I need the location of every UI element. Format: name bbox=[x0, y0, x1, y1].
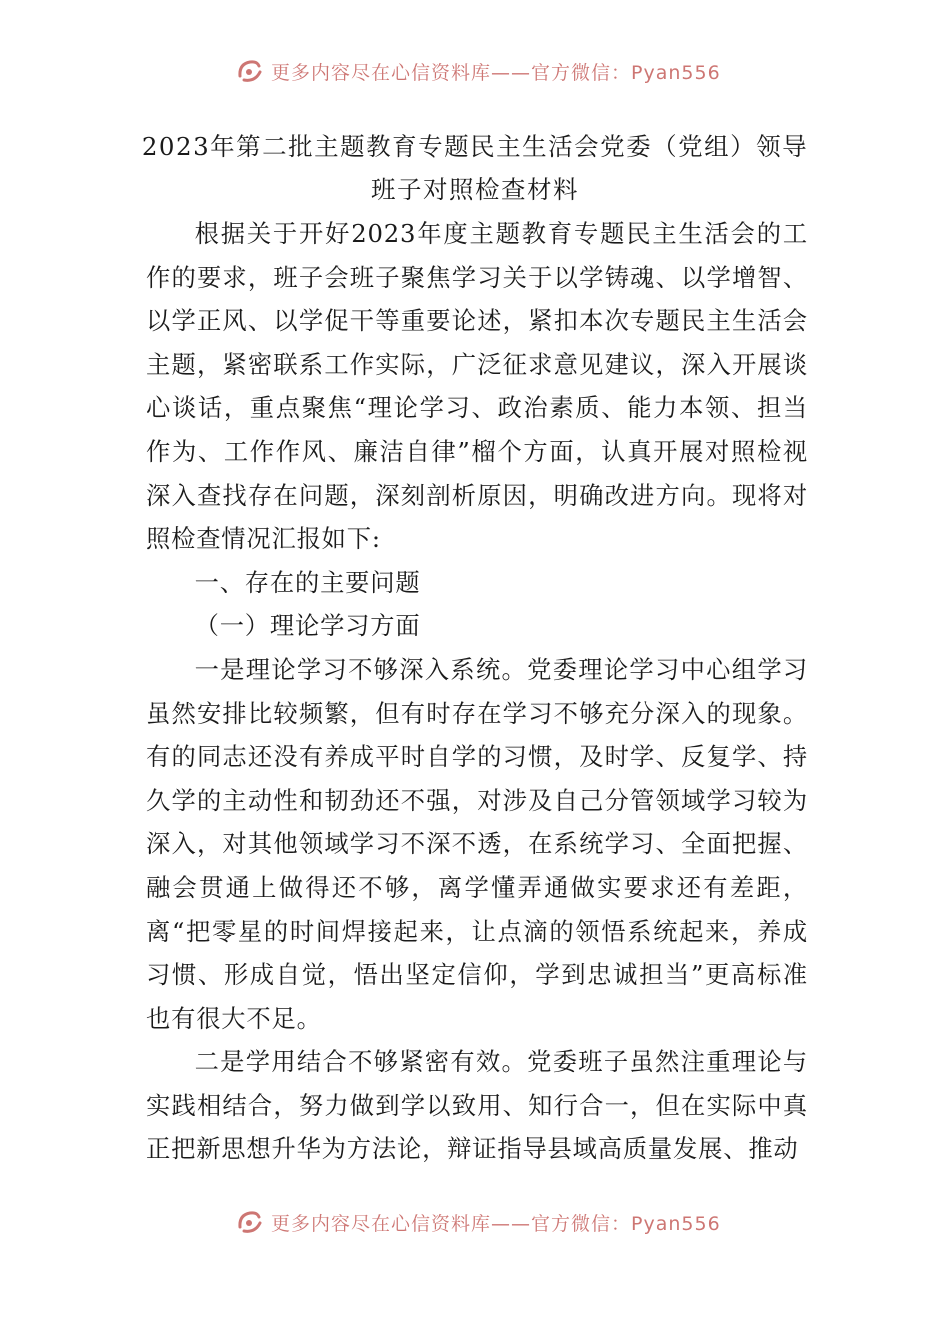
subsection-heading: （一）理论学习方面 bbox=[194, 611, 421, 641]
document-body bbox=[146, 212, 808, 1171]
document-title-line-2: 班子对照检查材料 bbox=[371, 175, 579, 204]
section-heading: 一、存在的主要问题 bbox=[194, 567, 421, 597]
body-paragraph: 二是学用结合不够紧密有效。党委班子虽然注重理论与实践相结合，努力做到学以致用、知行合一，但在实际中真正把新思想升华为方法论，辩证指导县域高质量发展、推动 bbox=[146, 1047, 808, 1164]
intro-paragraph: 根据关于开好2023年度主题教育专题民主生活会的工作的要求，班子会班子聚焦学习关于以学铸魂、以学增智、以学正风、以学促干等重要论述，紧扣本次专题民主生活会主题，紧密联系工作实际，广泛征求意见建议，深入开展谈心谈话，重点聚焦“理论学习、政治素质、能力本领、担当作为、工作作风、廉洁自律”榴个方面，认真开展对照检视深入查找存在问题，深刻剖析原因，明确改进方向。现将对照检查情况汇报如下: bbox=[146, 219, 808, 554]
watermark-logo-icon bbox=[235, 56, 265, 86]
watermark-logo-icon bbox=[235, 1207, 265, 1237]
document-title-line-1: 2023年第二批主题教育专题民主生活会党委（党组）领导 bbox=[141, 132, 809, 161]
body-paragraph: 一是理论学习不够深入系统。党委理论学习中心组学习虽然安排比较频繁，但有时存在学习不够充分深入的现象。有的同志还没有养成平时自学的习惯，及时学、反复学、持久学的主动性和韧劲还不强，对涉及自己分管领域学习较为深入，对其他领域学习不深不透，在系统学习、全面把握、融会贯通上做得还不够，离学懂弄通做实要求还有差距，离“把零星的时间焊接起来，让点滴的领悟系统起来，养成习惯、形成自觉，悟出坚定信仰，学到忠诚担当”更高标准也有很大不足。 bbox=[146, 654, 808, 1033]
watermark-text: 更多内容尽在心信资料库——官方微信：Pyan556 bbox=[271, 1212, 721, 1235]
watermark-footer bbox=[235, 1207, 735, 1237]
watermark-text: 更多内容尽在心信资料库——官方微信：Pyan556 bbox=[271, 61, 721, 84]
watermark-header bbox=[235, 56, 735, 86]
